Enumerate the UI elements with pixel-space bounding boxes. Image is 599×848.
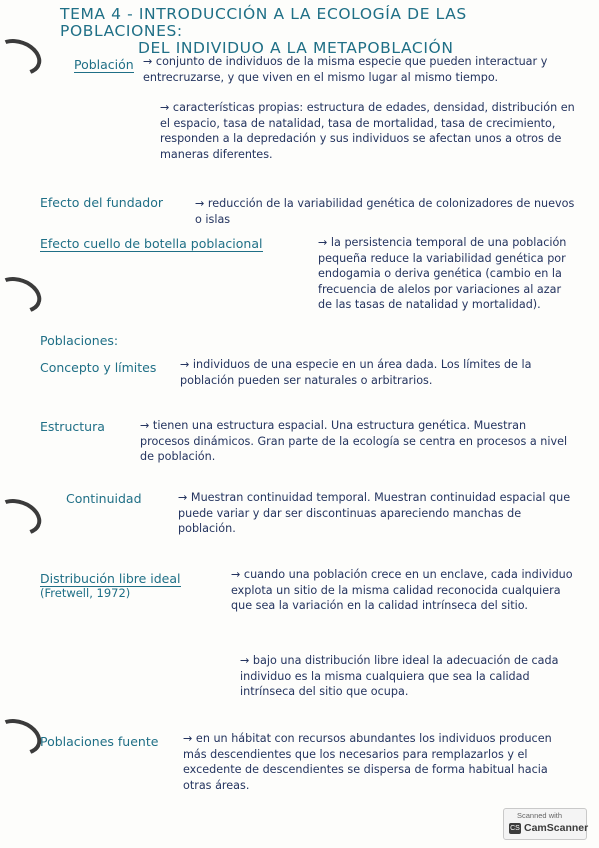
heading-continuidad: Continuidad	[66, 491, 142, 506]
efecto-fundador-text: → reducción de la variabilidad genética de colonizadores de nuevos o islas	[195, 197, 575, 226]
scanned-with-label: Scanned with	[517, 811, 563, 820]
heading-poblaciones: Poblaciones:	[40, 333, 119, 348]
binder-ring	[0, 493, 46, 541]
binder-ring	[0, 271, 46, 319]
camscanner-brand: CamScanner	[524, 822, 589, 834]
poblaciones-fuente-text: → en un hábitat con recursos abundantes los individuos producen más descendientes que los necesarios para remplazarlos y el excedente de descendientes se dispersa de forma habitual hacia otras áreas.	[183, 732, 552, 792]
camscanner-logo-icon: CS	[510, 825, 520, 832]
citation-fretwell: (Fretwell, 1972)	[40, 586, 131, 600]
heading-distribucion-libre-ideal: Distribución libre ideal (Fretwell, 1972)	[40, 571, 181, 600]
heading-concepto-limites: Concepto y límites	[40, 360, 157, 375]
heading-poblacion: Población	[74, 57, 134, 72]
poblacion-definition: → conjunto de individuos de la misma especie que pueden interactuar y entrecruzarse, y que viven en el mismo lugar al mismo tiempo.	[143, 55, 548, 84]
distribucion-text-2: → bajo una distribución libre ideal la adecuación de cada individuo es la misma cualquiera que sea la calidad intrínseca del sitio que ocupa.	[240, 654, 559, 698]
heading-efecto-fundador: Efecto del fundador	[40, 195, 164, 210]
title-line-1: TEMA 4 - INTRODUCCIÓN A LA ECOLOGÍA DE LAS POBLACIONES:	[60, 5, 467, 40]
binder-ring	[0, 33, 46, 81]
poblacion-characteristics: → características propias: estructura de edades, densidad, distribución en el espacio, tasa de natalidad, tasa de mortalidad, tasa de crecimiento, responden a la depredación y sus individuos se afectan unos a otros de maneras diferentes.	[160, 101, 575, 161]
heading-poblaciones-fuente: Poblaciones fuente	[40, 734, 159, 749]
concepto-limites-text: → individuos de una especie en un área dada. Los límites de la población pueden ser naturales o arbitrarios.	[180, 358, 532, 387]
title-line-2: DEL INDIVIDUO A LA METAPOBLACIÓN	[138, 39, 454, 57]
heading-estructura: Estructura	[40, 419, 105, 434]
camscanner-badge	[503, 808, 587, 840]
distribucion-text-1: → cuando una población crece en un enclave, cada individuo explota un sitio de la misma calidad reconocida cualquiera que sea la variación en la calidad intrínseca del sitio.	[231, 568, 573, 612]
continuidad-text: → Muestran continuidad temporal. Muestran continuidad espacial que puede variar y dar ser discontinuas apareciendo manchas de población.	[178, 491, 571, 535]
cuello-botella-text: → la persistencia temporal de una población pequeña reduce la variabilidad genética por endogamia o deriva genética (cambio en la frecuencia de alelos por variaciones al azar de las tasas de natalidad y mortalidad).	[318, 236, 567, 311]
heading-cuello-botella: Efecto cuello de botella poblacional	[40, 236, 263, 251]
estructura-text: → tienen una estructura espacial. Una estructura genética. Muestran procesos dinámicos. Gran parte de la ecología se centra en procesos a nivel de población.	[140, 419, 568, 463]
page-title	[60, 6, 580, 57]
